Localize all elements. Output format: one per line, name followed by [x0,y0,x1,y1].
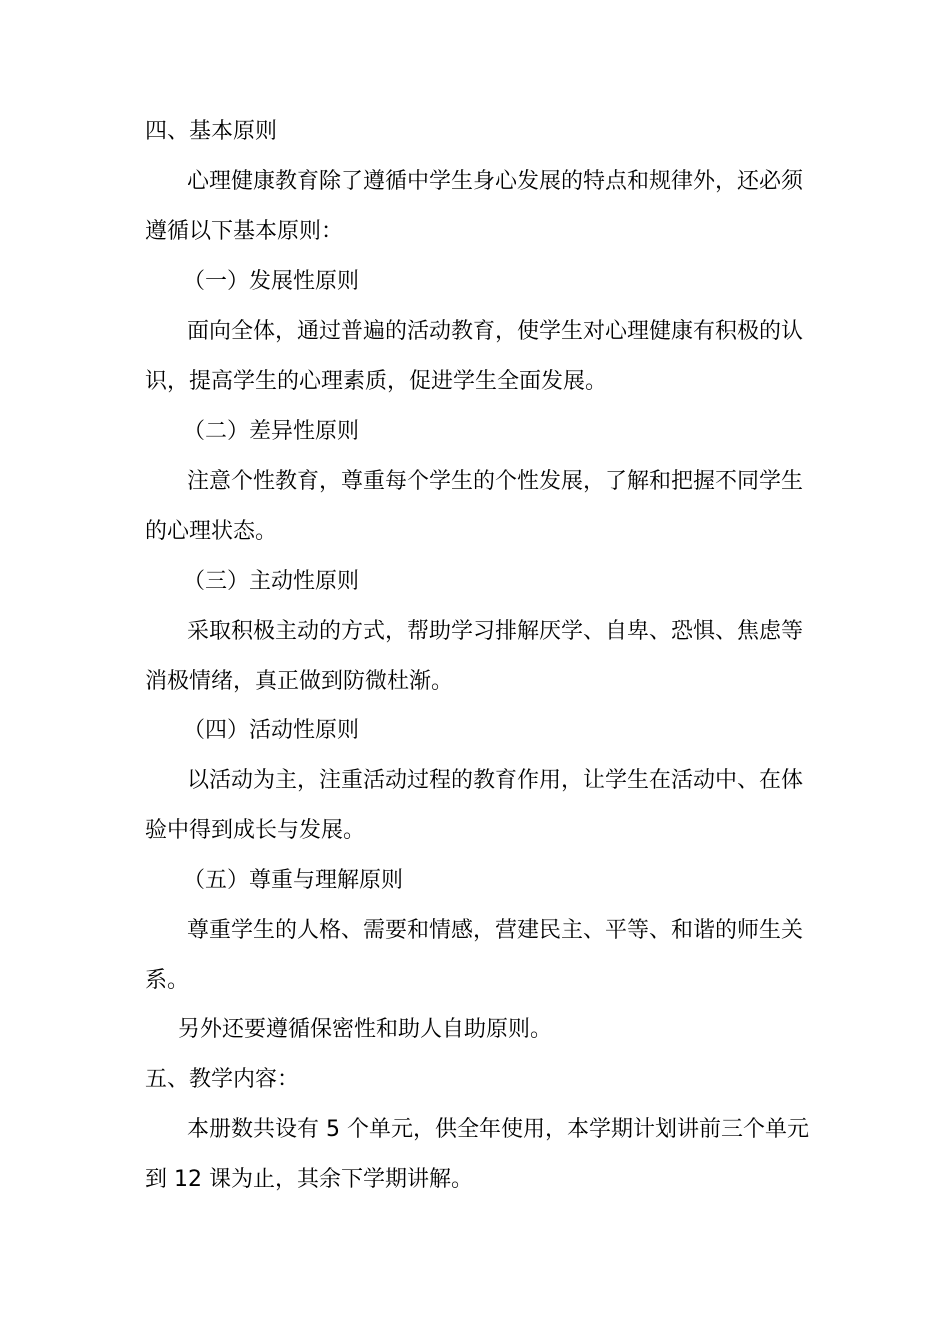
paragraph-line: 验中得到成长与发展。 [145,818,366,843]
paragraph-line: 心理健康教育除了遵循中学生身心发展的特点和规律外，还必须 [187,169,804,194]
subheading-difference: （二）差异性原则 [183,419,360,444]
paragraph-line: 消极情绪，真正做到防微杜渐。 [145,669,454,694]
paragraph-line: 注意个性教育，尊重每个学生的个性发展，了解和把握不同学生 [187,469,804,494]
subheading-initiative: （三）主动性原则 [183,569,360,594]
section-heading-content: 五、教学内容： [145,1067,300,1092]
section-heading-principles: 四、基本原则 [145,119,278,144]
paragraph-line: 遵循以下基本原则： [145,219,344,244]
paragraph-line: 面向全体，通过普遍的活动教育，使学生对心理健康有积极的认 [187,319,804,344]
subheading-development: （一）发展性原则 [183,269,360,294]
paragraph-line: 识，提高学生的心理素质，促进学生全面发展。 [145,369,608,394]
paragraph-line: 另外还要遵循保密性和助人自助原则。 [178,1017,553,1042]
paragraph-line: 尊重学生的人格、需要和情感，营建民主、平等、和谐的师生关 [187,918,804,943]
paragraph-line: 本册数共设有 5 个单元，供全年使用，本学期计划讲前三个单元 [187,1117,809,1142]
subheading-respect: （五）尊重与理解原则 [183,868,404,893]
subheading-activity: （四）活动性原则 [183,718,360,743]
paragraph-line: 到 12 课为止，其余下学期讲解。 [145,1167,473,1192]
paragraph-line: 采取积极主动的方式，帮助学习排解厌学、自卑、恐惧、焦虑等 [187,619,804,644]
paragraph-line: 的心理状态。 [145,519,278,544]
paragraph-line: 系。 [145,968,190,993]
paragraph-line: 以活动为主，注重活动过程的教育作用，让学生在活动中、在体 [187,768,804,793]
